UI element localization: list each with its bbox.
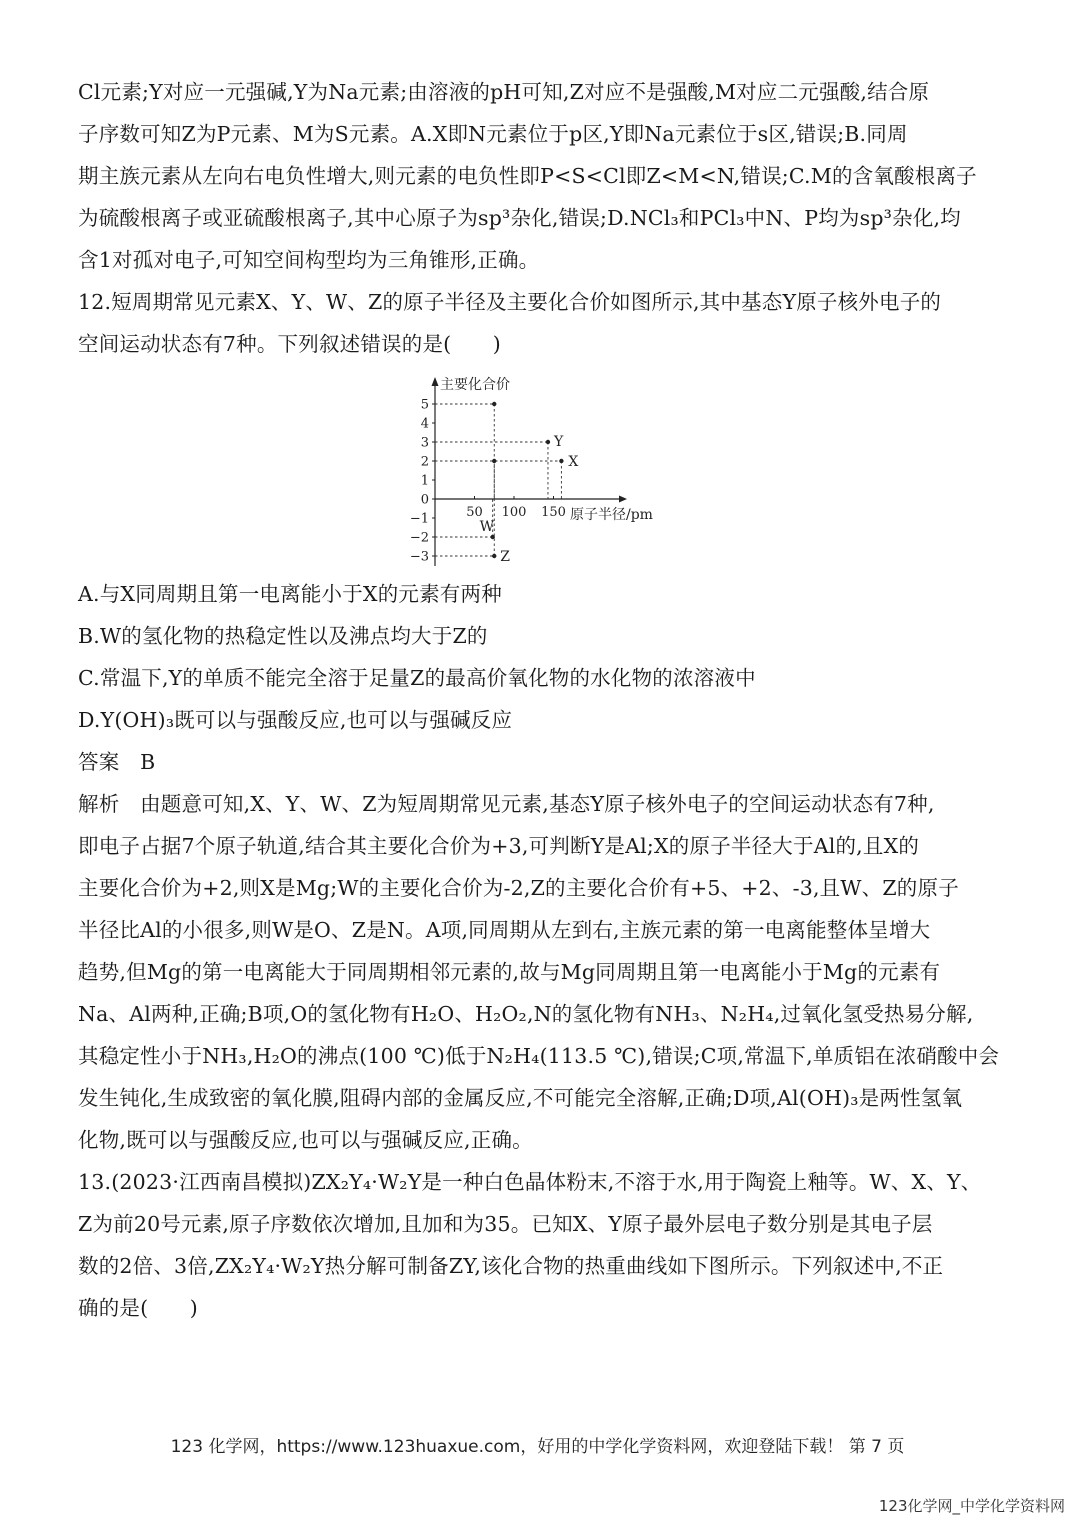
option-c: C.常温下,Y的单质不能完全溶于足量Z的最高价氧化物的水化物的浓溶液中 [78,666,756,690]
question-13-stem: Z为前20号元素,原子序数依次增加,且加和为35。已知X、Y原子最外层电子数分别是其电子层 [78,1212,933,1236]
y-axis-label: 主要化合价 [440,377,510,393]
point-label: X [568,454,579,470]
y-tick-label: −1 [409,511,429,527]
option-b: B.W的氢化物的热稳定性以及沸点均大于Z的 [78,624,488,648]
x-tick-label: 100 [501,505,527,520]
question-12-stem: 12.短周期常见元素X、Y、W、Z的原子半径及主要化合价如图所示,其中基态Y原子核外电子的 [78,290,942,314]
page-footer: 123 化学网，https://www.123huaxue.com，好用的中学化学资料网，欢迎登陆下载！ 第 7 页 [170,1437,905,1457]
data-point [492,459,496,463]
text-line: 子序数可知Z为P元素、M为S元素。A.X即N元素位于p区,Y即Na元素位于s区,错误;B.同周 [78,122,908,146]
x-tick-label: 50 [466,505,483,520]
y-tick-label: 2 [420,454,429,470]
x-tick-label: 150 [541,505,566,520]
site-watermark: 123化学网_中学化学资料网 [878,1497,1065,1515]
y-tick-label: −3 [409,549,429,565]
y-axis-arrow [432,377,439,386]
analysis-line: 发生钝化,生成致密的氧化膜,阻碍内部的金属反应,不可能完全溶解,正确;D项,Al(OH)₃是两性氢氧 [78,1086,963,1110]
answer-line: 答案 B [78,750,156,774]
point-label: Z [500,549,510,565]
analysis-line: 半径比Al的小很多,则W是O、Z是N。A项,同周期从左到右,主族元素的第一电离能整体呈增大 [78,918,931,942]
option-d: D.Y(OH)₃既可以与强酸反应,也可以与强碱反应 [78,708,513,732]
analysis-line: 趋势,但Mg的第一电离能大于同周期相邻元素的,故与Mg同周期且第一电离能小于Mg的元素有 [78,960,941,984]
analysis-line: 其稳定性小于NH₃,H₂O的沸点(100 ℃)低于N₂H₄(113.5 ℃),错误;C项,常温下,单质铝在浓硝酸中会 [78,1044,1000,1068]
analysis-line: 即电子占据7个原子轨道,结合其主要化合价为+3,可判断Y是Al;X的原子半径大于Al的,且X的 [78,834,920,858]
data-point [559,459,563,463]
x-axis-label: 原子半径/pm [570,507,653,523]
analysis-line: 化物,既可以与强酸反应,也可以与强碱反应,正确。 [78,1128,533,1152]
data-point [492,554,496,558]
analysis-line: 解析 由题意可知,X、Y、W、Z为短周期常见元素,基态Y原子核外电子的空间运动状态有7种, [78,792,935,816]
y-tick-label: −2 [409,530,429,546]
question-13-stem: 确的是( ) [78,1296,198,1320]
option-a: A.与X同周期且第一电离能小于X的元素有两种 [78,582,502,606]
question-12-stem: 空间运动状态有7种。下列叙述错误的是( ) [78,332,501,356]
text-line: Cl元素;Y对应一元强碱,Y为Na元素;由溶液的pH可知,Z对应不是强酸,M对应二元强酸,结合原 [78,80,930,104]
analysis-line: 主要化合价为+2,则X是Mg;W的主要化合价为-2,Z的主要化合价有+5、+2、-3,且W、Z的原子 [78,876,959,900]
y-tick-label: 1 [420,473,429,489]
text-line: 含1对孤对电子,可知空间构型均为三角锥形,正确。 [78,248,540,272]
text-line: 为硫酸根离子或亚硫酸根离子,其中心原子为sp³杂化,错误;D.NCl₃和PCl₃中N、P均为sp³杂化,均 [78,206,961,230]
chart-svg [405,372,680,572]
valence-radius-chart [405,372,680,572]
point-label: Y [553,434,564,450]
y-tick-label: 4 [420,416,429,432]
text-line: 期主族元素从左向右电负性增大,则元素的电负性即P<S<Cl即Z<M<N,错误;C.M的含氧酸根离子 [78,164,977,188]
point-label: W [479,519,495,535]
data-point [492,402,496,406]
question-13-stem: 13.(2023·江西南昌模拟)ZX₂Y₄·W₂Y是一种白色晶体粉末,不溶于水,用于陶瓷上釉等。W、X、Y、 [78,1170,982,1194]
data-point [546,440,550,444]
analysis-line: Na、Al两种,正确;B项,O的氢化物有H₂O、H₂O₂,N的氢化物有NH₃、N₂H₄,过氧化氢受热易分解, [78,1002,974,1026]
y-tick-label: 0 [420,492,429,508]
y-tick-label: 3 [420,435,429,451]
question-13-stem: 数的2倍、3倍,ZX₂Y₄·W₂Y热分解可制备ZY,该化合物的热重曲线如下图所示。下列叙述中,不正 [78,1254,944,1278]
y-tick-label: 5 [420,397,429,413]
x-axis-arrow [619,496,627,503]
